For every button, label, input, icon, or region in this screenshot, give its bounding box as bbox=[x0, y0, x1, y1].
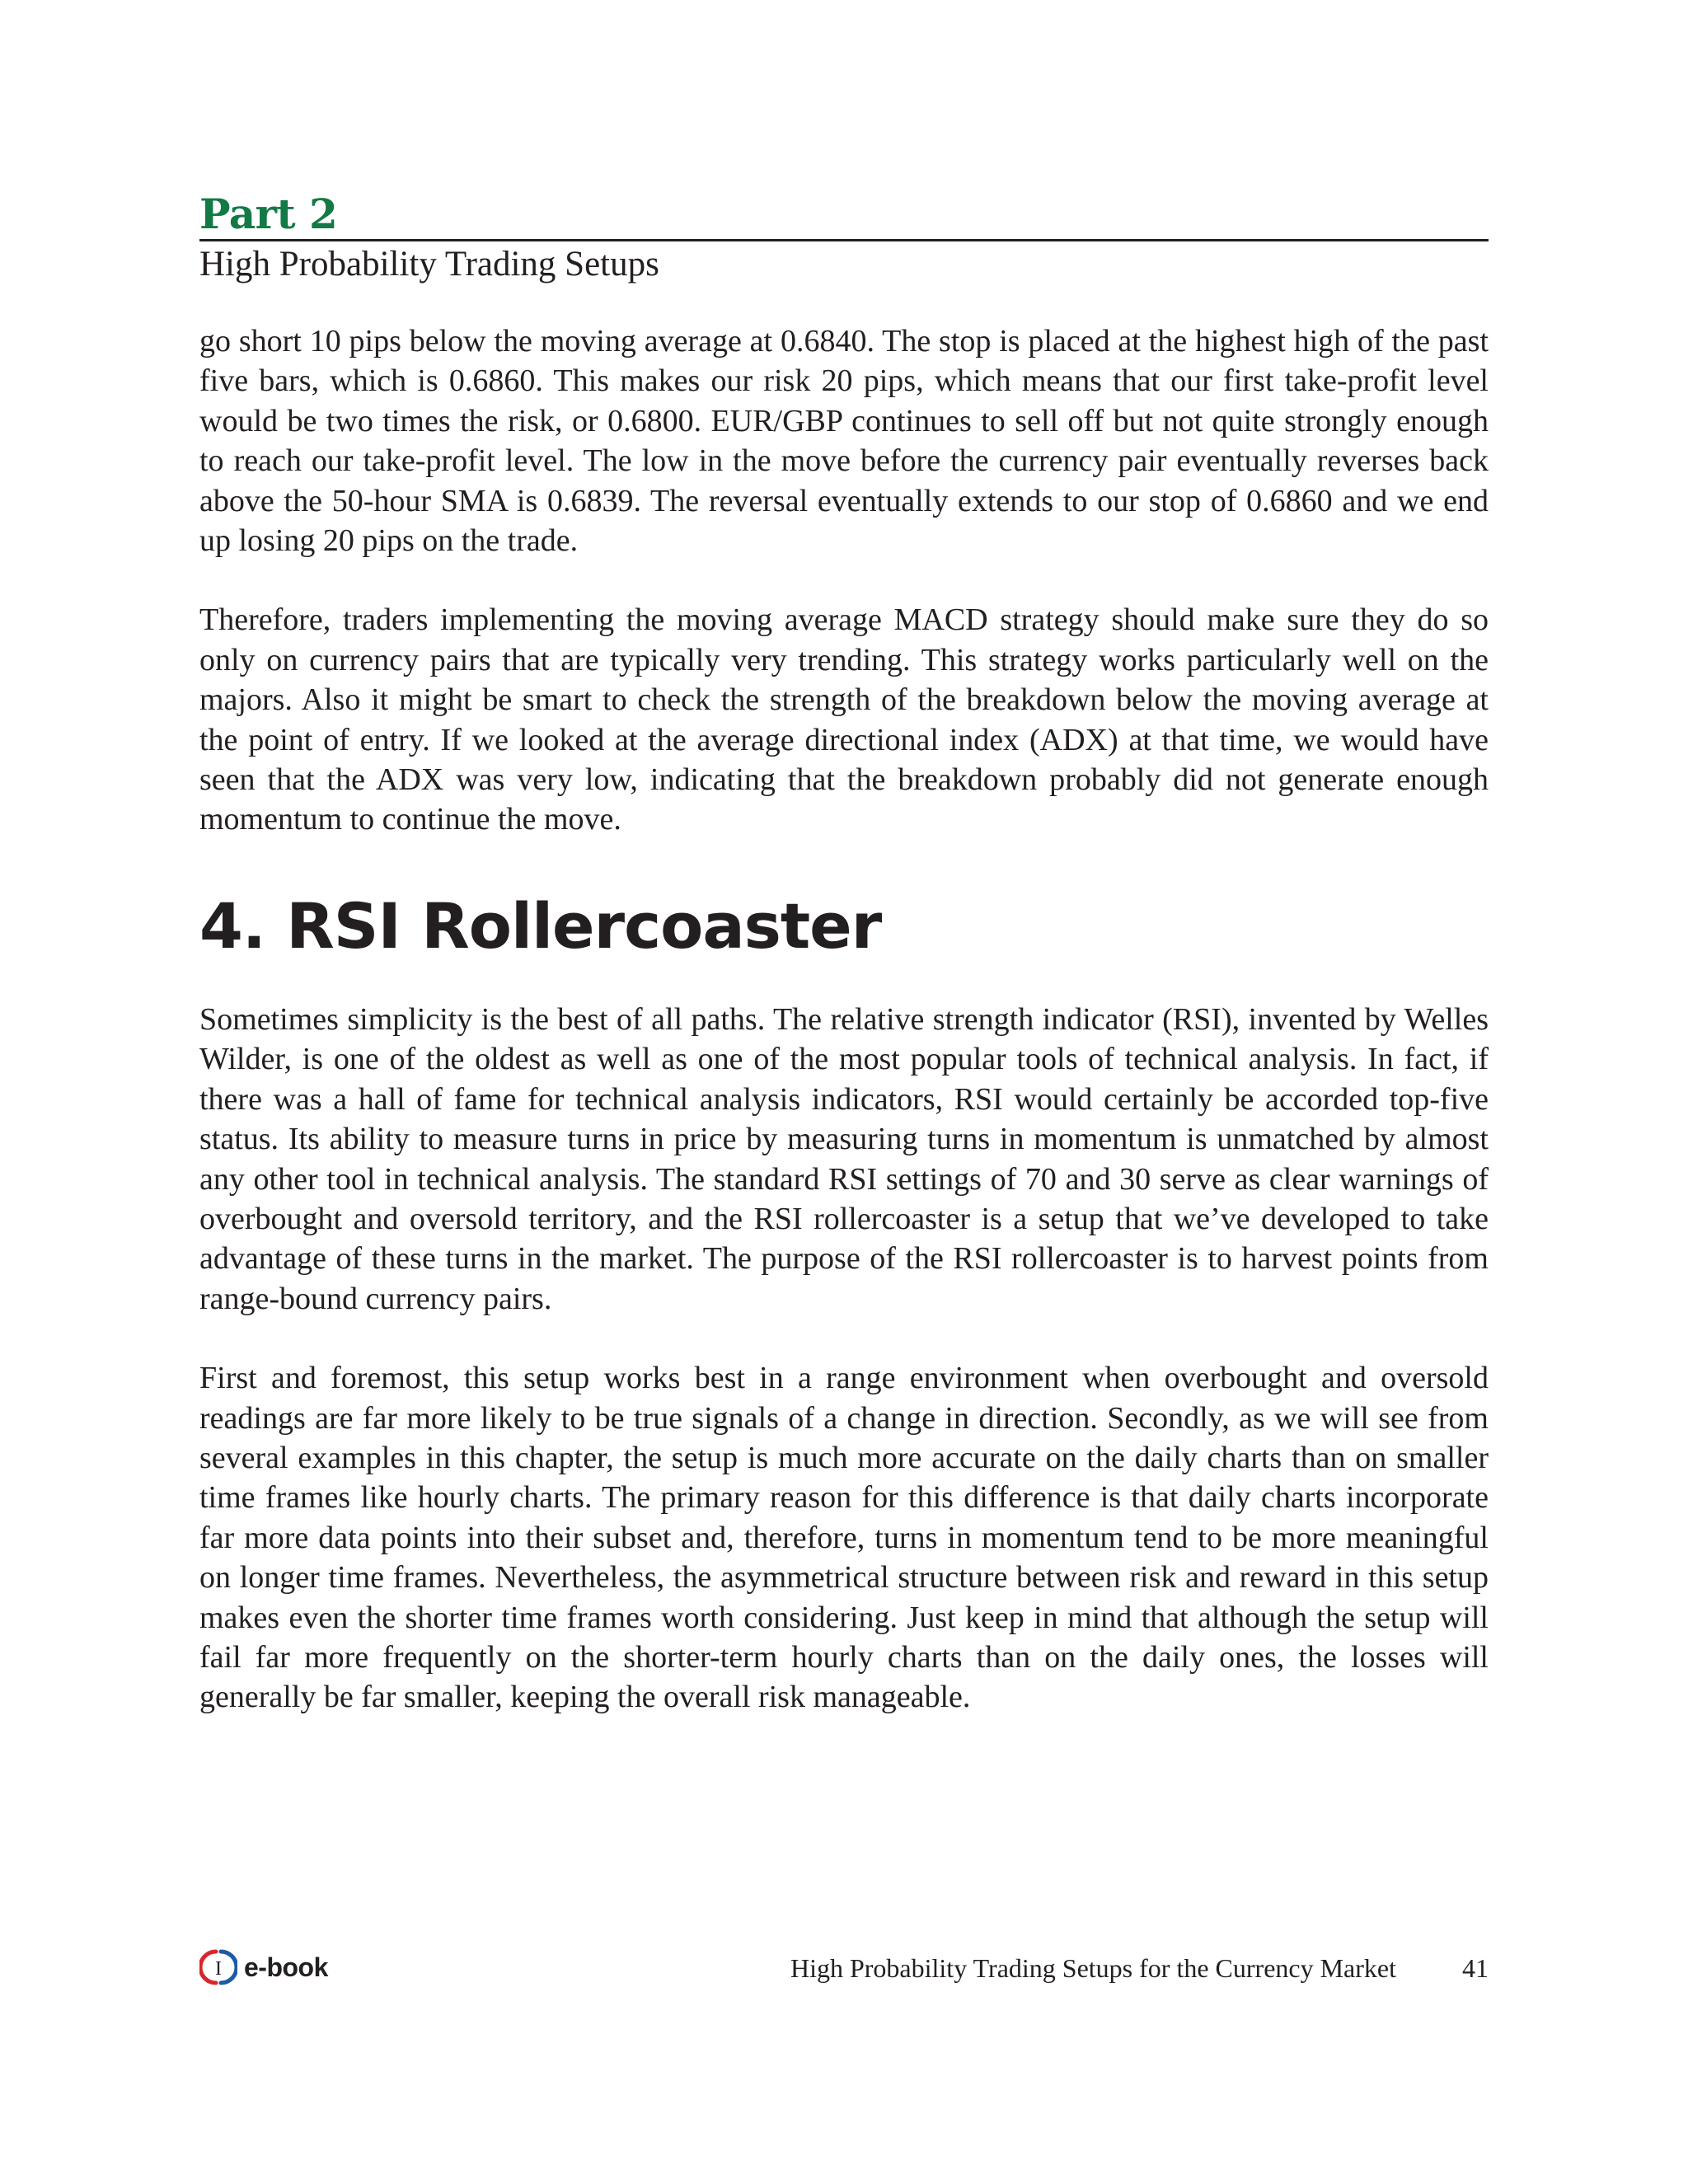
section-heading: 4. RSI Rollercoaster bbox=[199, 888, 882, 963]
logo-mark-letter: I bbox=[215, 1958, 222, 1980]
ebook-logo bbox=[199, 1948, 328, 1986]
paragraph: go short 10 pips below the moving average at 0.6840. The stop is placed at the highest high of the past five bars, which is 0.6860. This makes our risk 20 pips, which means that our first take-profit level would be two times the risk, or 0.6800. EUR/GBP continues to sell off but not quite strongly enough to reach our take-profit level. The low in the move before the currency pair eventually reverses back above the 50-hour SMA is 0.6839. The reversal eventually extends to our stop of 0.6860 and we end up losing 20 pips on the trade. bbox=[199, 324, 1489, 559]
page-header bbox=[199, 190, 1489, 285]
page-footer bbox=[199, 1943, 1489, 1993]
header-rule bbox=[199, 239, 1489, 241]
page-content bbox=[199, 321, 1489, 1718]
paragraph: Therefore, traders implementing the moving average MACD strategy should make sure they do so only on currency pairs that are typically very trending. This strategy works particularly well on the majors. Also it might be smart to check the strength of the breakdown below the moving average at the point of entry. If we looked at the average directional index (ADX) at that time, we would have seen that the ADX was very low, indicating that the breakdown probably did not generate enough momentum to continue the move. bbox=[199, 602, 1489, 837]
ebook-logo-icon bbox=[199, 1948, 237, 1986]
paragraph: First and foremost, this setup works best in a range environment when overbought and oversold readings are far more likely to be true signals of a change in direction. Secondly, as we will see from several examples in this chapter, the setup is much more accurate on the daily charts than on smaller time frames like hourly charts. The primary reason for this difference is that daily charts incorporate far more data points into their subset and, therefore, turns in momentum tend to be more meaningful on longer time frames. Nevertheless, the asymmetrical structure between risk and reward in this setup makes even the shorter time frames worth considering. Just keep in mind that although the setup will fail far more frequently on the shorter-term hourly charts than on the daily ones, the losses will generally be far smaller, keeping the overall risk manageable. bbox=[199, 1361, 1489, 1715]
part-subtitle: High Probability Trading Setups bbox=[199, 245, 659, 284]
part-title: Part 2 bbox=[199, 190, 338, 238]
paragraph: Sometimes simplicity is the best of all paths. The relative strength indicator (RSI), invented by Welles Wilder, is one of the oldest as well as one of the most popular tools of technical analysis. In fact, if there was a hall of fame for technical analysis indicators, RSI would certainly be accorded top-five status. Its ability to measure turns in price by measuring turns in momentum is unmatched by almost any other tool in technical analysis. The standard RSI settings of 70 and 30 serve as clear warnings of overbought and oversold territory, and the RSI rollercoaster is a setup that we’ve developed to take advantage of these turns in the market. The purpose of the RSI rollercoaster is to harvest points from range-bound currency pairs. bbox=[199, 1001, 1489, 1316]
footer-book-title: High Probability Trading Setups for the Currency Market bbox=[790, 1953, 1396, 1983]
logo-text: e-book bbox=[244, 1952, 328, 1982]
page-number: 41 bbox=[1462, 1953, 1489, 1983]
